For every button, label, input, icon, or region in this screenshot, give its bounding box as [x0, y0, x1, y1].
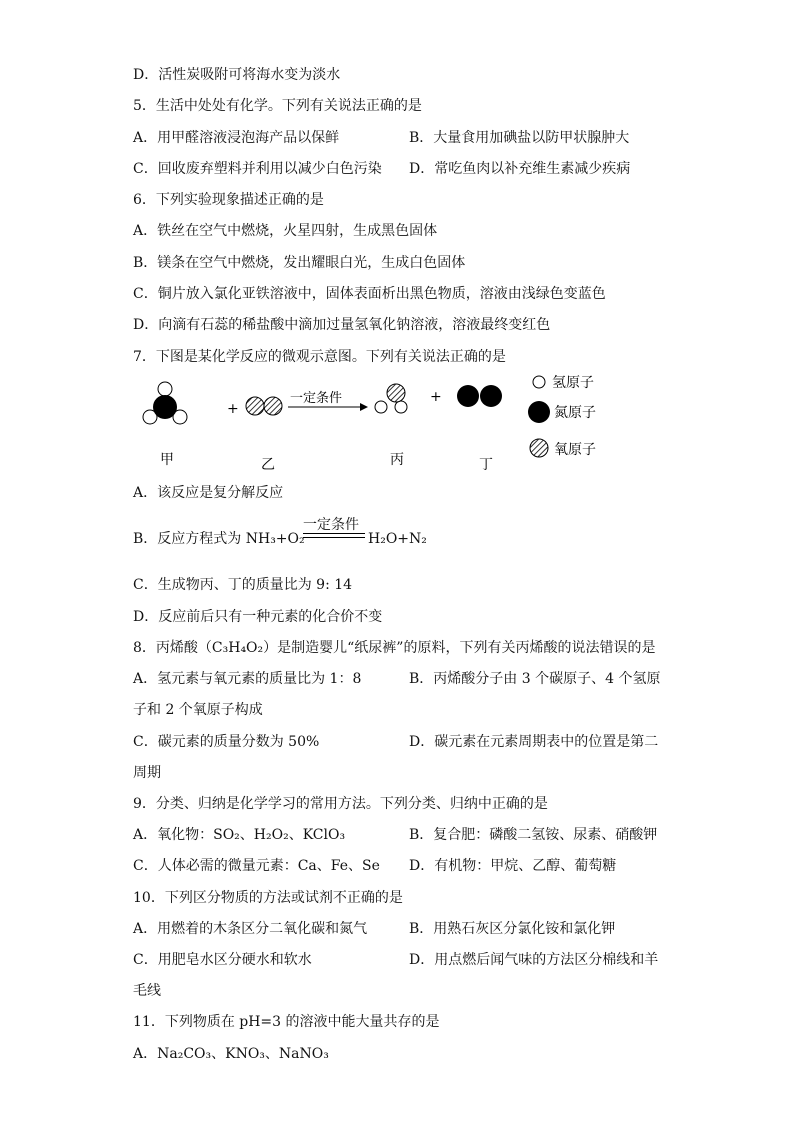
q7-option-a: A．该反应是复分解反应 [133, 485, 284, 501]
q10-option-b: B．用熟石灰区分氯化铵和氯化钾 [409, 921, 616, 937]
q6-option-a: A．铁丝在空气中燃烧，火星四射，生成黑色固体 [133, 223, 438, 239]
q8-option-c: C．碳元素的质量分数为 50% [133, 734, 320, 750]
q5-option-d: D．常吃鱼肉以补充维生素减少疾病 [409, 161, 631, 177]
label-yi: 乙 [261, 457, 275, 473]
q10-option-a: A．用燃着的木条区分二氧化碳和氮气 [133, 921, 368, 937]
equation-bar-top [303, 533, 365, 534]
q6-option-d: D．向滴有石蕊的稀盐酸中滴加过量氢氧化钠溶液，溶液最终变红色 [133, 317, 551, 333]
q9-option-b: B．复合肥：磷酸二氢铵、尿素、硝酸钾 [409, 827, 658, 843]
q8-option-d: D．碳元素在元素周期表中的位置是第二 [409, 734, 659, 750]
reaction-diagram [130, 372, 610, 480]
q4-option-d: D．活性炭吸附可将海水变为淡水 [133, 67, 341, 83]
q8-option-b-cont: 子和 2 个氧原子构成 [133, 702, 263, 718]
q7-option-b-prefix: B．反应方程式为 NH₃+O₂ [133, 531, 305, 547]
q11-option-a: A．Na₂CO₃、KNO₃、NaNO₃ [133, 1046, 329, 1062]
legend [528, 375, 596, 458]
q10-option-d: D．用点燃后闻气味的方法区分棉线和羊 [409, 952, 659, 968]
reaction-condition: 一定条件 [290, 391, 343, 406]
q8-option-a: A．氢元素与氧元素的质量比为 1：8 [133, 671, 362, 687]
q8-stem: 8．丙烯酸（C₃H₄O₂）是制造婴儿“纸尿裤”的原料，下列有关丙烯酸的说法错误的是 [133, 640, 656, 656]
molecule-jia [143, 382, 187, 424]
equation-condition: 一定条件 [303, 517, 359, 533]
q8-option-b: B．丙烯酸分子由 3 个碳原子、4 个氢原 [409, 671, 661, 687]
arrow-head-icon [360, 403, 368, 411]
q5-option-c: C．回收废弃塑料并利用以减少白色污染 [133, 161, 382, 177]
q5-option-b: B．大量食用加碘盐以防甲状腺肿大 [409, 130, 630, 146]
q7-option-c: C．生成物丙、丁的质量比为 9: 14 [133, 577, 353, 593]
q11-stem: 11．下列物质在 pH=3 的溶液中能大量共存的是 [133, 1014, 440, 1030]
molecule-ding [457, 385, 502, 407]
q10-option-c: C．用肥皂水区分硬水和软水 [133, 952, 312, 968]
q6-stem: 6．下列实验现象描述正确的是 [133, 192, 324, 208]
q10-stem: 10．下列区分物质的方法或试剂不正确的是 [133, 890, 403, 906]
q9-option-c: C．人体必需的微量元素：Ca、Fe、Se [133, 858, 380, 874]
legend-oxygen: 氧原子 [554, 442, 596, 458]
q8-option-d-cont: 周期 [133, 765, 161, 781]
q10-option-d-cont: 毛线 [133, 983, 161, 999]
q7-option-d: D．反应前后只有一种元素的化合价不变 [133, 609, 383, 625]
molecule-yi [246, 397, 282, 415]
plus-sign-2: + [430, 389, 442, 405]
equation-bar-bottom [303, 537, 365, 538]
molecule-bing [375, 384, 407, 413]
q6-option-b: B．镁条在空气中燃烧，发出耀眼白光，生成白色固体 [133, 255, 466, 271]
q7-option-b-products: H₂O+N₂ [368, 531, 427, 547]
q9-option-d: D．有机物：甲烷、乙醇、葡萄糖 [409, 858, 617, 874]
label-ding: 丁 [479, 457, 493, 473]
plus-sign-1: + [227, 401, 239, 417]
q6-option-c: C．铜片放入氯化亚铁溶液中，固体表面析出黑色物质，溶液由浅绿色变蓝色 [133, 286, 606, 302]
q9-option-a: A．氧化物：SO₂、H₂O₂、KClO₃ [133, 827, 346, 843]
label-bing: 丙 [390, 452, 404, 468]
q9-stem: 9．分类、归纳是化学学习的常用方法。下列分类、归纳中正确的是 [133, 796, 548, 812]
label-jia: 甲 [160, 452, 174, 468]
q5-stem: 5．生活中处处有化学。下列有关说法正确的是 [133, 98, 422, 114]
q7-stem: 7．下图是某化学反应的微观示意图。下列有关说法正确的是 [133, 349, 506, 365]
q5-option-a: A．用甲醛溶液浸泡海产品以保鲜 [133, 130, 340, 146]
legend-nitrogen: 氮原子 [554, 405, 596, 421]
legend-hydrogen: 氢原子 [552, 375, 594, 391]
